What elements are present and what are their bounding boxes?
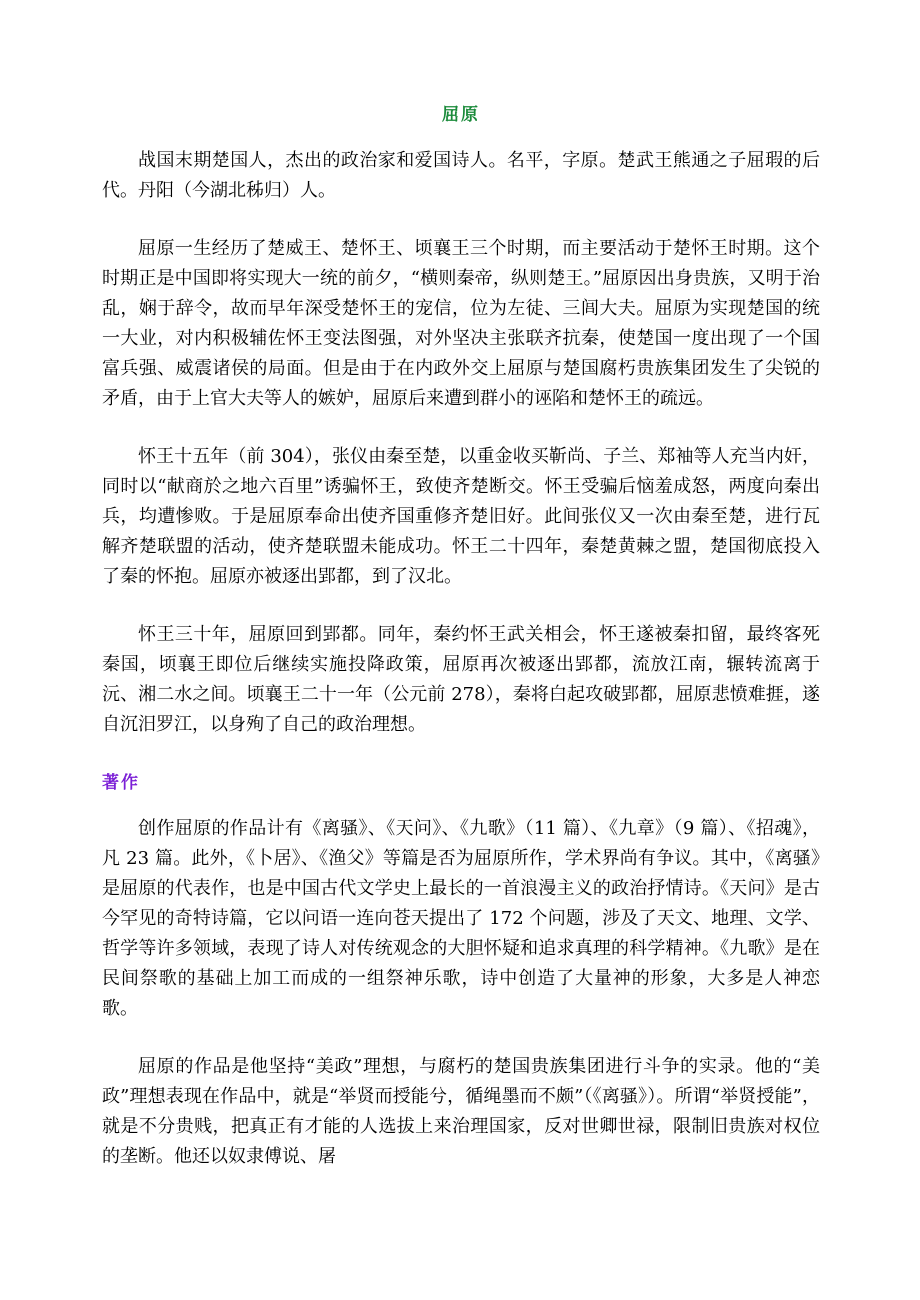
section-heading-works: 著作	[102, 773, 140, 793]
paragraph-exile: 怀王三十年，屈原回到郢都。同年，秦约怀王武关相会，怀王遂被秦扣留，最终客死秦国，顷襄王即位后继续实施投降政策，屈原再次被逐出郢都，流放江南，辗转流离于沅、湘二水之间。顷襄王二十一年（公元前 278），秦将白起攻破郢都，屈原悲愤难捱，遂自沉汨罗江，以身殉了自己的政治理想。	[102, 624, 820, 735]
document-page	[102, 100, 820, 1200]
paragraph-works: 创作屈原的作品计有《离骚》、《天问》、《九歌》（11 篇）、《九章》（9 篇）、《招魂》，凡 23 篇。此外，《卜居》、《渔父》等篇是否为屈原所作，学术界尚有争议。其中，《离骚》是屈原的代表作，也是中国古代文学史上最长的一首浪漫主义的政治抒情诗。《天问》是古今罕见的奇特诗篇，它以问语一连向苍天提出了 172 个问题，涉及了天文、地理、文学、哲学等许多领域，表现了诗人对传统观念的大胆怀疑和追求真理的科学精神。《九歌》是在民间祭歌的基础上加工而成的一组祭神乐歌，诗中创造了大量神的形象，大多是人神恋歌。	[102, 818, 820, 1019]
paragraph-career: 屈原一生经历了楚威王、楚怀王、顷襄王三个时期，而主要活动于楚怀王时期。这个时期正是中国即将实现大一统的前夕，“横则秦帝，纵则楚王。”屈原因出身贵族，又明于治乱，娴于辞令，故而早年深受楚怀王的宠信，位为左徒、三闾大夫。屈原为实现楚国的统一大业，对内积极辅佐怀王变法图强，对外坚决主张联齐抗秦，使楚国一度出现了一个国富兵强、威震诸侯的局面。但是由于在内政外交上屈原与楚国腐朽贵族集团发生了尖锐的矛盾，由于上官大夫等人的嫉妒，屈原后来遭到群小的诬陷和楚怀王的疏远。	[102, 238, 820, 409]
paragraph-intro: 战国末期楚国人，杰出的政治家和爱国诗人。名平，字原。楚武王熊通之子屈瑕的后代。丹阳（今湖北秭归）人。	[102, 150, 820, 201]
paragraph-zhangyi: 怀王十五年（前 304），张仪由秦至楚，以重金收买靳尚、子兰、郑袖等人充当内奸，同时以“献商於之地六百里”诱骗怀王，致使齐楚断交。怀王受骗后恼羞成怒，两度向秦出兵，均遭惨败。于是屈原奉命出使齐国重修齐楚旧好。此间张仪又一次由秦至楚，进行瓦解齐楚联盟的活动，使齐楚联盟未能成功。怀王二十四年，秦楚黄棘之盟，楚国彻底投入了秦的怀抱。屈原亦被逐出郢都，到了汉北。	[102, 446, 820, 587]
paragraph-meizheng: 屈原的作品是他坚持“美政”理想，与腐朽的楚国贵族集团进行斗争的实录。他的“美政”理想表现在作品中，就是“举贤而授能兮，循绳墨而不颇”（《离骚》）。所谓“举贤授能”，就是不分贵贱，把真正有才能的人选拔上来治理国家，反对世卿世禄，限制旧贵族对权位的垄断。他还以奴隶傅说、屠	[102, 1056, 820, 1167]
document-title: 屈原	[442, 105, 480, 125]
